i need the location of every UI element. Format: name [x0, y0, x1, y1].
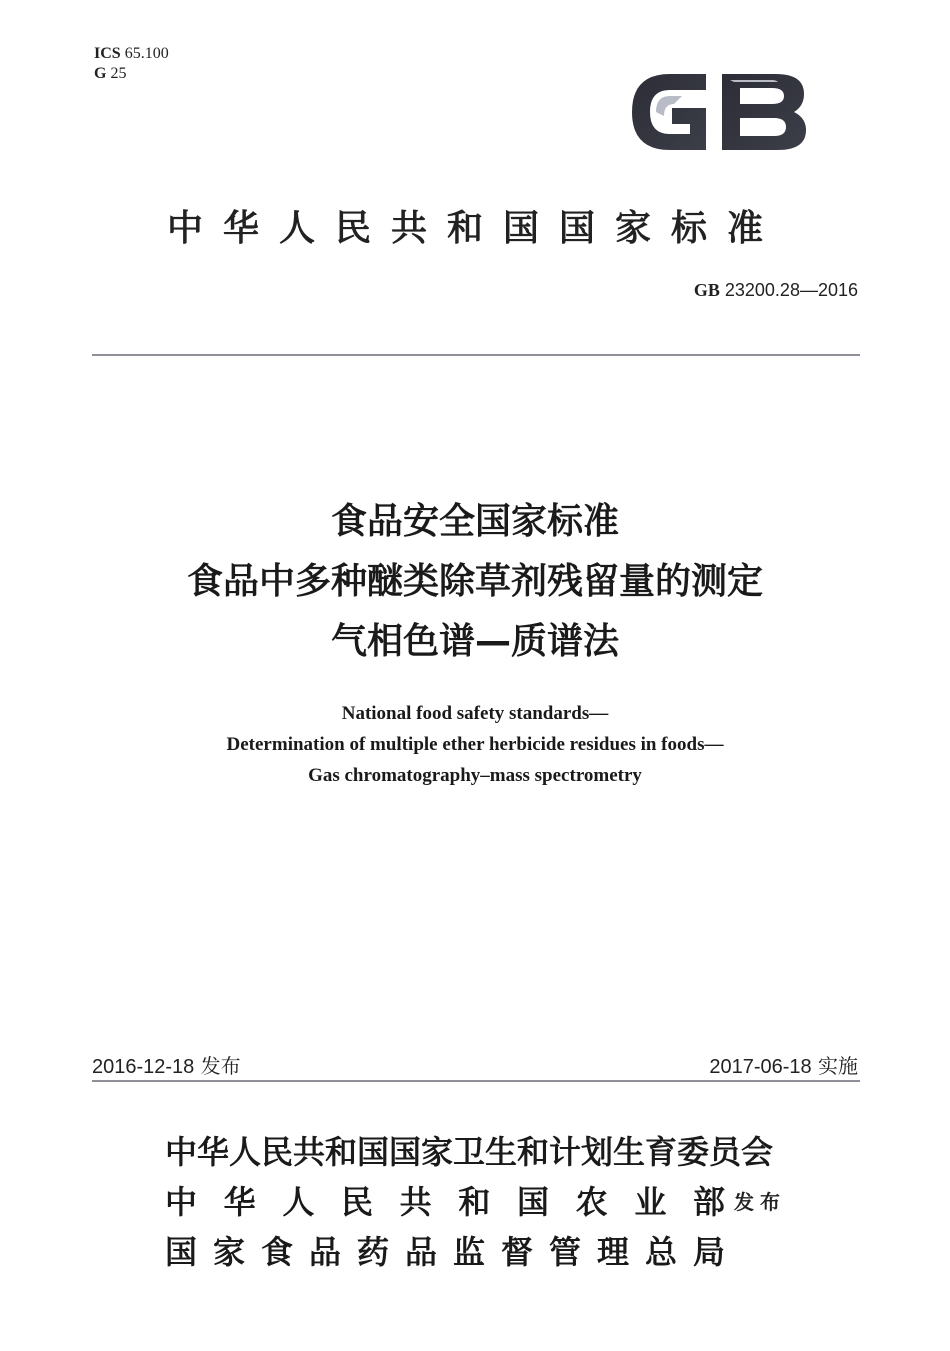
logo-text: GB [626, 66, 628, 67]
gb-logo [626, 66, 810, 158]
title-en-line-2: Determination of multiple ether herbicide residues in foods— [226, 734, 724, 755]
issue-date: 2016-12-18 [92, 1056, 195, 1078]
effective-date: 2017-06-18 [709, 1056, 812, 1078]
classification-codes [94, 44, 169, 84]
issuer-health-commission: 中华人民共和国国家卫生和计划生育委员会 [165, 1133, 774, 1171]
standard-code: 23200.28—2016 [724, 280, 858, 300]
ics-code: 65.100 [124, 45, 169, 62]
top-divider [92, 354, 860, 356]
issuer-food-drug-administration: 国家食品药品监督管理总局 [165, 1233, 725, 1271]
publish-label: 发布 [734, 1190, 786, 1214]
ics-label: ICS [94, 45, 121, 62]
effective-label: 实施 [818, 1054, 858, 1078]
effective-date-block [709, 1050, 858, 1079]
issuer-ministry-agriculture: 中华人民共和国农业部 [165, 1183, 725, 1221]
g-code: 25 [110, 65, 127, 82]
title-zh-line-3: 气相色谱—质谱法 [330, 621, 619, 662]
title-en-line-1: National food safety standards— [341, 703, 609, 724]
country-standard-title: 中华人民共和国国家标准 [166, 207, 783, 249]
title-zh-line-1: 食品安全国家标准 [330, 501, 619, 542]
issue-date-block [92, 1050, 241, 1079]
bottom-divider [92, 1080, 860, 1082]
standard-prefix: GB [693, 280, 720, 300]
standard-number [694, 280, 858, 301]
title-zh-line-2: 食品中多种醚类除草剂残留量的测定 [186, 561, 763, 602]
g-label: G [94, 65, 107, 82]
issue-label: 发布 [200, 1054, 241, 1078]
title-en-line-3: Gas chromatography–mass spectrometry [308, 765, 642, 786]
